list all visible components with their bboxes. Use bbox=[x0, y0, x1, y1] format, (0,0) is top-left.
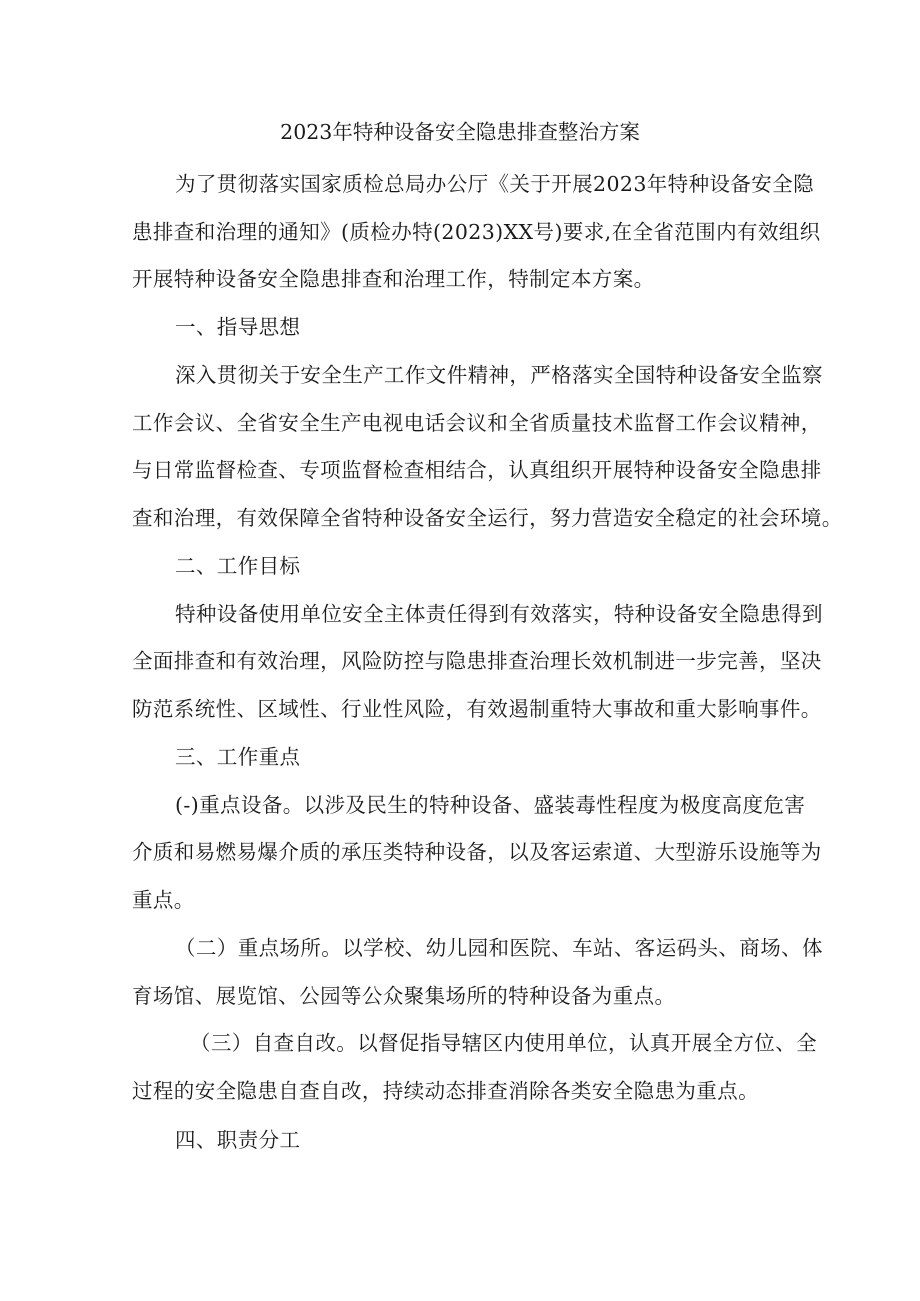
section1-line-4: 查和治理，有效保障全省特种设备安全运行，努力营造安全稳定的社会环境。 bbox=[132, 506, 843, 530]
section3-item1-line-3: 重点。 bbox=[132, 888, 195, 912]
section4-heading: 四、职责分工 bbox=[175, 1128, 301, 1152]
intro-line-3: 开展特种设备安全隐患排查和治理工作，特制定本方案。 bbox=[132, 267, 655, 291]
section3-item1-line-1: (-)重点设备。以涉及民生的特种设备、盛装毒性程度为极度高度危害 bbox=[175, 793, 806, 817]
section3-item3-line-1: （三）自查自改。以督促指导辖区内使用单位，认真开展全方位、全 bbox=[190, 1031, 817, 1055]
section1-line-2: 工作会议、全省安全生产电视电话会议和全省质量技术监督工作会议精神， bbox=[132, 411, 822, 435]
section3-item3-line-2: 过程的安全隐患自查自改，持续动态排查消除各类安全隐患为重点。 bbox=[132, 1079, 759, 1103]
section3-heading: 三、工作重点 bbox=[175, 745, 301, 769]
intro-line-1: 为了贯彻落实国家质检总局办公厅《关于开展2023年特种设备安全隐 bbox=[175, 172, 814, 196]
section2-heading: 二、工作目标 bbox=[175, 554, 301, 578]
section1-heading: 一、指导思想 bbox=[175, 315, 301, 339]
section2-line-3: 防范系统性、区域性、行业性风险，有效遏制重特大事故和重大影响事件。 bbox=[132, 697, 822, 721]
section1-line-1: 深入贯彻关于安全生产工作文件精神，严格落实全国特种设备安全监察 bbox=[175, 363, 823, 387]
section3-item1-line-2: 介质和易燃易爆介质的承压类特种设备，以及客运索道、大型游乐设施等为 bbox=[132, 840, 822, 864]
section3-item2-line-1: （二）重点场所。以学校、幼儿园和医院、车站、客运码头、商场、体 bbox=[175, 936, 823, 960]
document-title: 2023年特种设备安全隐患排查整治方案 bbox=[280, 120, 640, 144]
section2-line-1: 特种设备使用单位安全主体责任得到有效落实，特种设备安全隐患得到 bbox=[175, 602, 823, 626]
section3-item2-line-2: 育场馆、展览馆、公园等公众聚集场所的特种设备为重点。 bbox=[132, 984, 676, 1008]
section2-line-2: 全面排查和有效治理，风险防控与隐患排查治理长效机制进一步完善，坚决 bbox=[132, 649, 822, 673]
intro-line-2: 患排查和治理的通知》(质检办特(2023)XX号)要求,在全省范围内有效组织 bbox=[132, 220, 821, 244]
section1-line-3: 与日常监督检查、专项监督检查相结合，认真组织开展特种设备安全隐患排 bbox=[132, 458, 822, 482]
